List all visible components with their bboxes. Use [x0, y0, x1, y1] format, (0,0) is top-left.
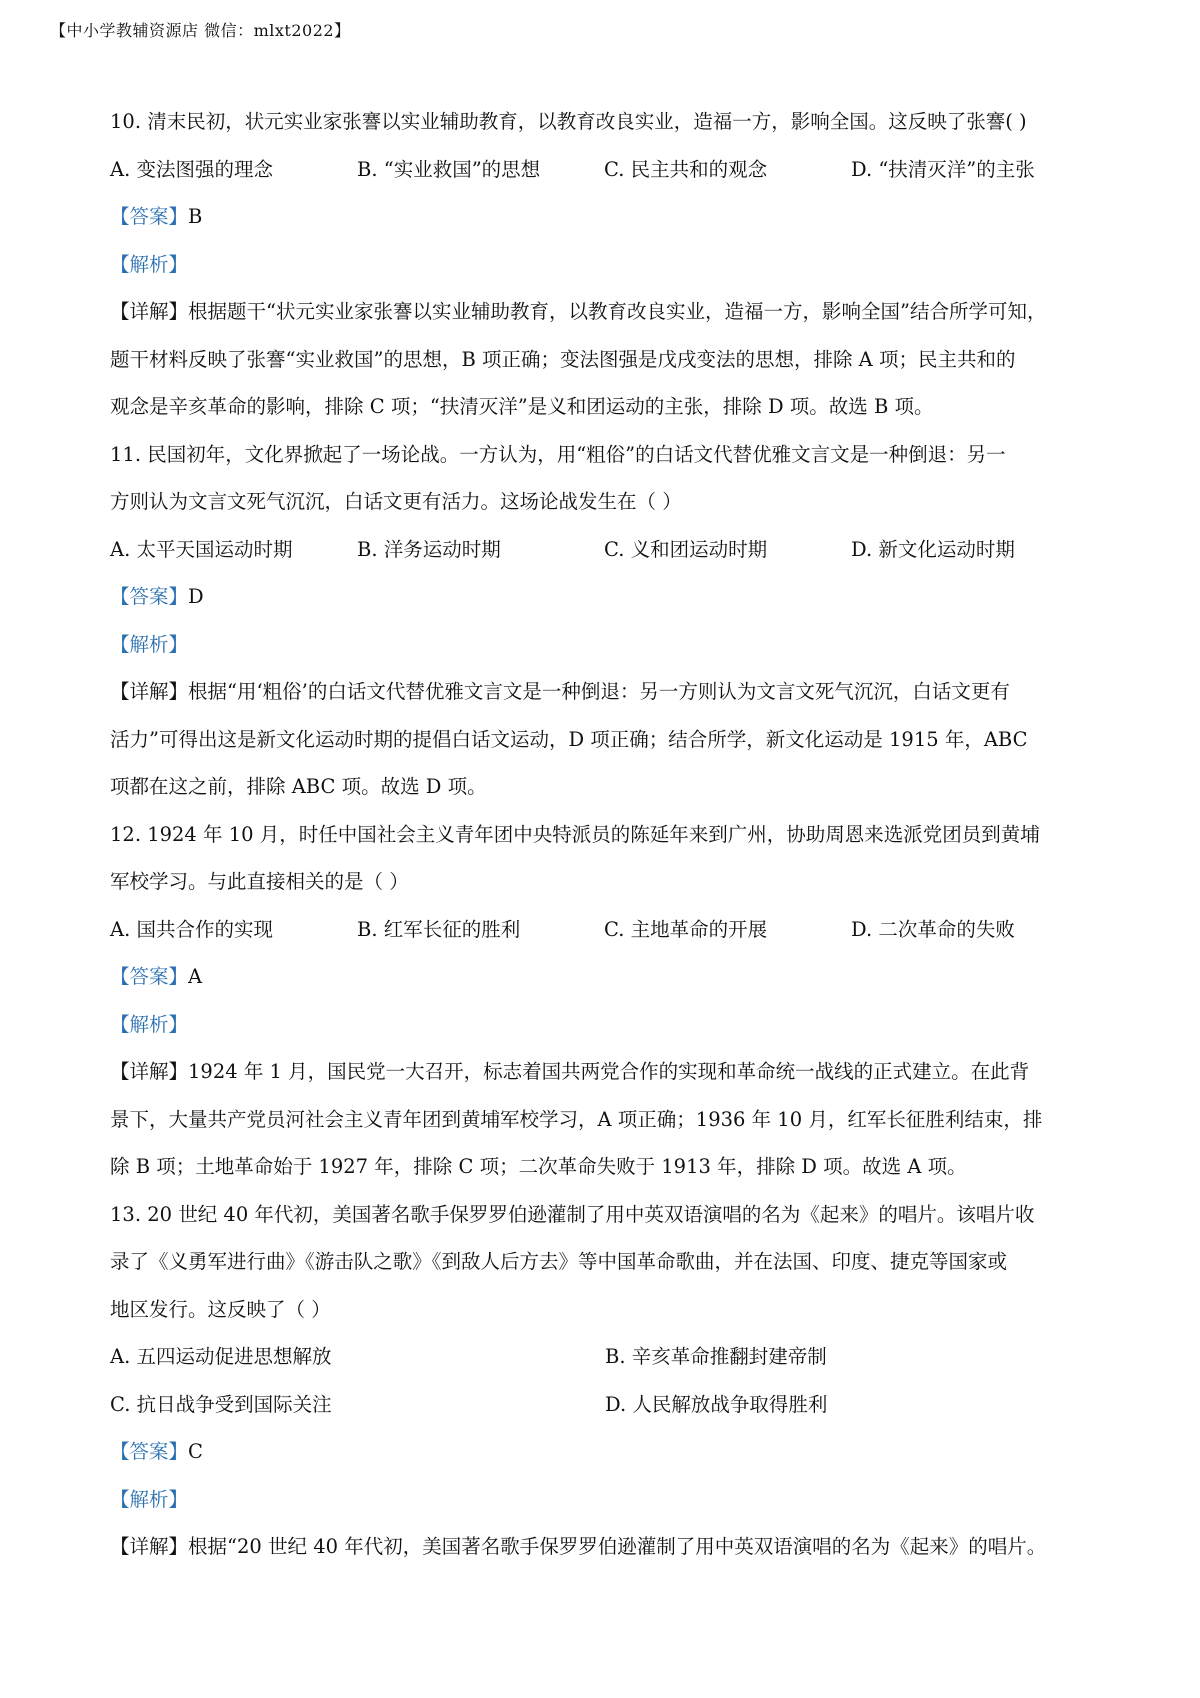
detail-text: 1924 年 1 月，国民党一大召开，标志着国共两党合作的实现和革命统一战线的正式建立。在此背 [188, 1060, 1030, 1083]
answer-tag: 【答案】 [110, 1440, 189, 1463]
question-stem: 录了《义勇军进行曲》《游击队之歌》《到敌人后方去》等中国革命歌曲，并在法国、印度、捷克等国家或 [110, 1250, 1008, 1273]
analysis-line [110, 1001, 1100, 1049]
options-row [110, 1333, 1100, 1381]
options-row [110, 906, 1100, 954]
analysis-line [110, 621, 1100, 669]
option-b: B. 洋务运动时期 [357, 537, 501, 561]
options-row [110, 1381, 1100, 1429]
question-stem: 12. 1924 年 10 月，时任中国社会主义青年团中央特派员的陈延年来到广州，协助周恩来选派党团员到黄埔 [110, 822, 1040, 846]
detail-line [110, 668, 1100, 716]
detail-line: 景下，大量共产党员河社会主义青年团到黄埔军校学习，A 项正确；1936 年 10 月，红军长征胜利结束，排 [110, 1107, 1043, 1131]
answer-tag: 【答案】 [110, 205, 189, 228]
detail-line: 活力”可得出这是新文化运动时期的提倡白话文运动，D 项正确；结合所学，新文化运动是 1915 年，ABC [110, 727, 1028, 751]
question-stem: 11. 民国初年，文化界掀起了一场论战。一方认为，用“粗俗”的白话文代替优雅文言文是一种倒退：另一 [110, 442, 1006, 466]
detail-line: 除 B 项；土地革命始于 1927 年，排除 C 项；二次革命失败于 1913 年，排除 D 项。故选 A 项。 [110, 1155, 967, 1178]
detail-text: 根据“用‘粗俗’的白话文代替优雅文言文是一种倒退：另一方则认为文言文死气沉沉，白话文更有 [188, 680, 1010, 703]
question-11 [110, 431, 1100, 811]
answer-value: D [188, 585, 204, 608]
answer-value: A [188, 965, 203, 988]
options-row [110, 526, 1100, 574]
option-b: B. 红军长征的胜利 [357, 917, 521, 941]
option-c: C. 民主共和的观念 [604, 157, 768, 181]
analysis-line [110, 1476, 1100, 1524]
detail-line: 项都在这之前，排除 ABC 项。故选 D 项。 [110, 775, 487, 798]
question-stem: 地区发行。这反映了（ ） [110, 1297, 331, 1321]
option-d: D. 人民解放战争取得胜利 [605, 1392, 828, 1416]
analysis-line [110, 241, 1100, 289]
answer-value: B [188, 205, 203, 228]
detail-line [110, 288, 1100, 336]
detail-tag: 【详解】 [110, 680, 189, 703]
detail-text: 根据题干“状元实业家张謇以实业辅助教育，以教育改良实业，造福一方，影响全国”结合所学可知， [188, 300, 1047, 323]
detail-tag: 【详解】 [110, 300, 189, 323]
detail-line: 题干材料反映了张謇“实业救国”的思想，B 项正确；变法图强是戊戌变法的思想，排除 A 项；民主共和的 [110, 347, 1016, 371]
answer-line [110, 1428, 1100, 1476]
question-stem: 军校学习。与此直接相关的是（ ） [110, 870, 409, 893]
answer-line [110, 193, 1100, 241]
question-13 [110, 1191, 1100, 1571]
option-d: D. 二次革命的失败 [851, 917, 1015, 941]
answer-value: C [188, 1440, 203, 1463]
option-d: D. “扶清灭洋”的主张 [851, 157, 1035, 181]
question-12 [110, 811, 1100, 1191]
detail-tag: 【详解】 [110, 1060, 189, 1083]
analysis-tag: 【解析】 [110, 1487, 189, 1511]
answer-line [110, 573, 1100, 621]
analysis-tag: 【解析】 [110, 1012, 189, 1036]
question-stem: 方则认为文言文死气沉沉，白话文更有活力。这场论战发生在（ ） [110, 490, 682, 513]
option-c: C. 抗日战争受到国际关注 [110, 1392, 332, 1416]
option-a: A. 太平天国运动时期 [110, 537, 293, 561]
question-stem: 10. 清末民初，状元实业家张謇以实业辅助教育，以教育改良实业，造福一方，影响全国。这反映了张謇( ) [110, 110, 1027, 133]
option-b: B. “实业救国”的思想 [357, 157, 541, 181]
option-b: B. 辛亥革命推翻封建帝制 [605, 1345, 827, 1368]
question-stem: 13. 20 世纪 40 年代初，美国著名歌手保罗罗伯逊灌制了用中英双语演唱的名为《起来》的唱片。该唱片收 [110, 1202, 1035, 1226]
option-d: D. 新文化运动时期 [851, 537, 1015, 561]
option-c: C. 主地革命的开展 [604, 917, 768, 941]
detail-line [110, 1048, 1100, 1096]
option-c: C. 义和团运动时期 [604, 537, 768, 561]
analysis-tag: 【解析】 [110, 252, 189, 276]
answer-tag: 【答案】 [110, 965, 189, 988]
option-a: A. 变法图强的理念 [110, 157, 273, 181]
answer-line [110, 953, 1100, 1001]
option-a: A. 五四运动促进思想解放 [110, 1345, 332, 1368]
question-10 [110, 98, 1100, 431]
answer-tag: 【答案】 [110, 585, 189, 608]
detail-tag: 【详解】 [110, 1535, 189, 1558]
option-a: A. 国共合作的实现 [110, 917, 273, 941]
source-note: 【中小学教辅资源店 微信：mlxt2022】 [50, 21, 351, 40]
options-row [110, 146, 1100, 194]
detail-line [110, 1523, 1100, 1571]
document-body [110, 98, 1100, 1571]
detail-text: 根据“20 世纪 40 年代初，美国著名歌手保罗罗伯逊灌制了用中英双语演唱的名为《起来》的唱片。 [188, 1535, 1047, 1558]
detail-line: 观念是辛亥革命的影响，排除 C 项；“扶清灭洋”是义和团运动的主张，排除 D 项。故选 B 项。 [110, 395, 934, 418]
analysis-tag: 【解析】 [110, 632, 189, 656]
